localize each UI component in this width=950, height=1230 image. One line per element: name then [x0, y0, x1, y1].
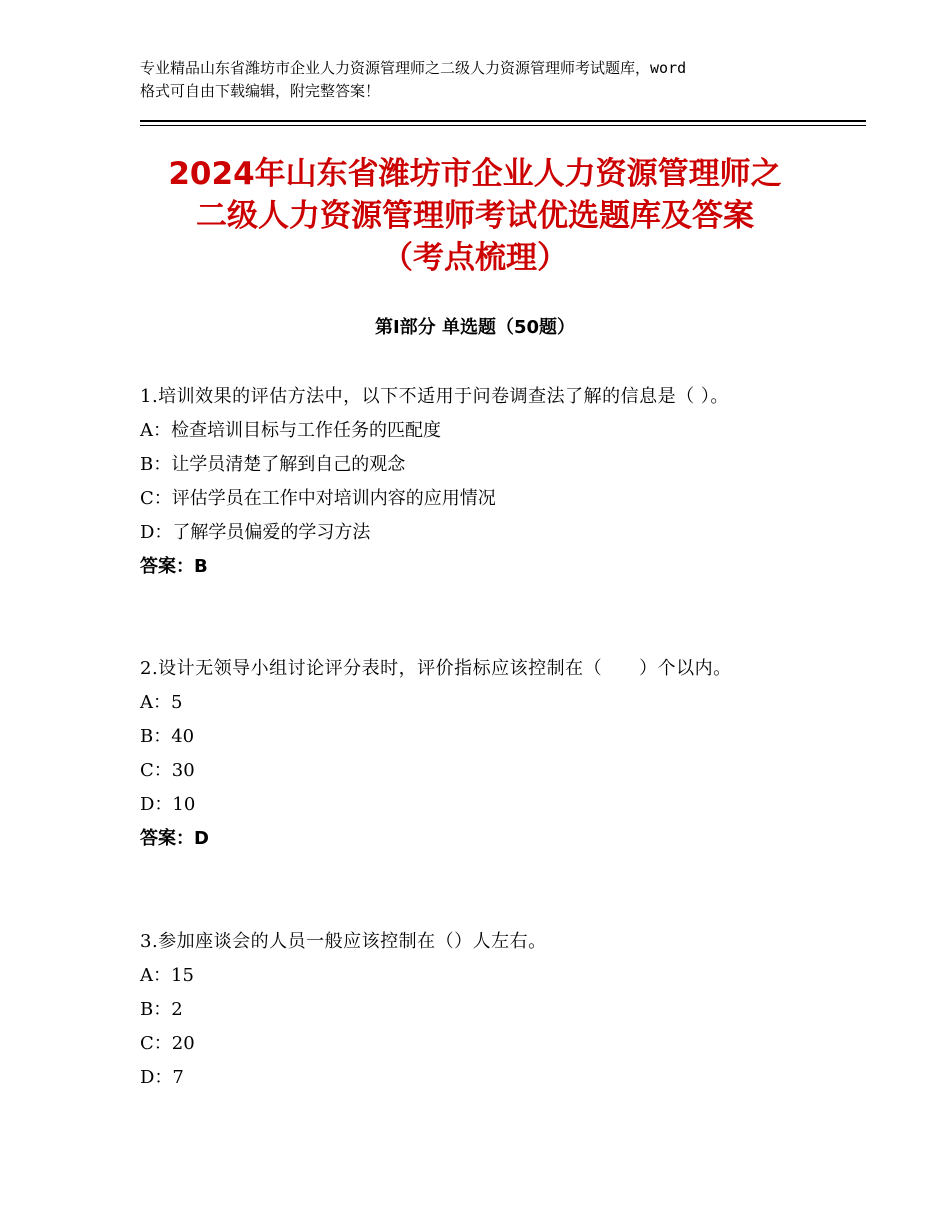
question-stem: 3.参加座谈会的人员一般应该控制在（）人左右。: [140, 931, 547, 952]
option-c: C：评估学员在工作中对培训内容的应用情况: [140, 488, 496, 509]
option-a: A：5: [140, 692, 183, 713]
option-d: D：10: [140, 794, 196, 815]
option-a: A：检查培训目标与工作任务的匹配度: [140, 420, 441, 441]
answer-label: 答案：D: [140, 828, 209, 849]
option-b: B：40: [140, 726, 195, 747]
question-3: [140, 925, 810, 1095]
option-c: C：30: [140, 760, 195, 781]
document-title-line3: （考点梳理）: [382, 240, 568, 276]
header-divider-thin: [140, 125, 866, 126]
option-d: D：了解学员偏爱的学习方法: [140, 522, 371, 543]
question-2: [140, 652, 810, 856]
document-title-line2: 二级人力资源管理师考试优选题库及答案: [196, 198, 754, 234]
option-b: B：让学员清楚了解到自己的观念: [140, 454, 406, 475]
question-stem: 1.培训效果的评估方法中，以下不适用于问卷调查法了解的信息是（ ）。: [140, 386, 729, 407]
option-c: C：20: [140, 1033, 195, 1054]
header-divider-thick: [140, 120, 866, 122]
section-title: 第Ⅰ部分 单选题（50题）: [374, 317, 575, 338]
header-note-line1: 专业精品山东省潍坊市企业人力资源管理师之二级人力资源管理师考试题库，word: [140, 59, 687, 77]
header-note: [140, 57, 840, 103]
header-note-line2: 格式可自由下载编辑，附完整答案！: [140, 82, 381, 100]
option-d: D：7: [140, 1067, 184, 1088]
option-a: A：15: [140, 965, 194, 986]
question-stem: 2.设计无领导小组讨论评分表时，评价指标应该控制在（ ）个以内。: [140, 658, 732, 679]
question-1: [140, 380, 810, 584]
document-title: [110, 153, 840, 279]
answer-label: 答案：B: [140, 556, 208, 577]
document-title-line1: 2024年山东省潍坊市企业人力资源管理师之: [168, 156, 782, 192]
option-b: B：2: [140, 999, 183, 1020]
